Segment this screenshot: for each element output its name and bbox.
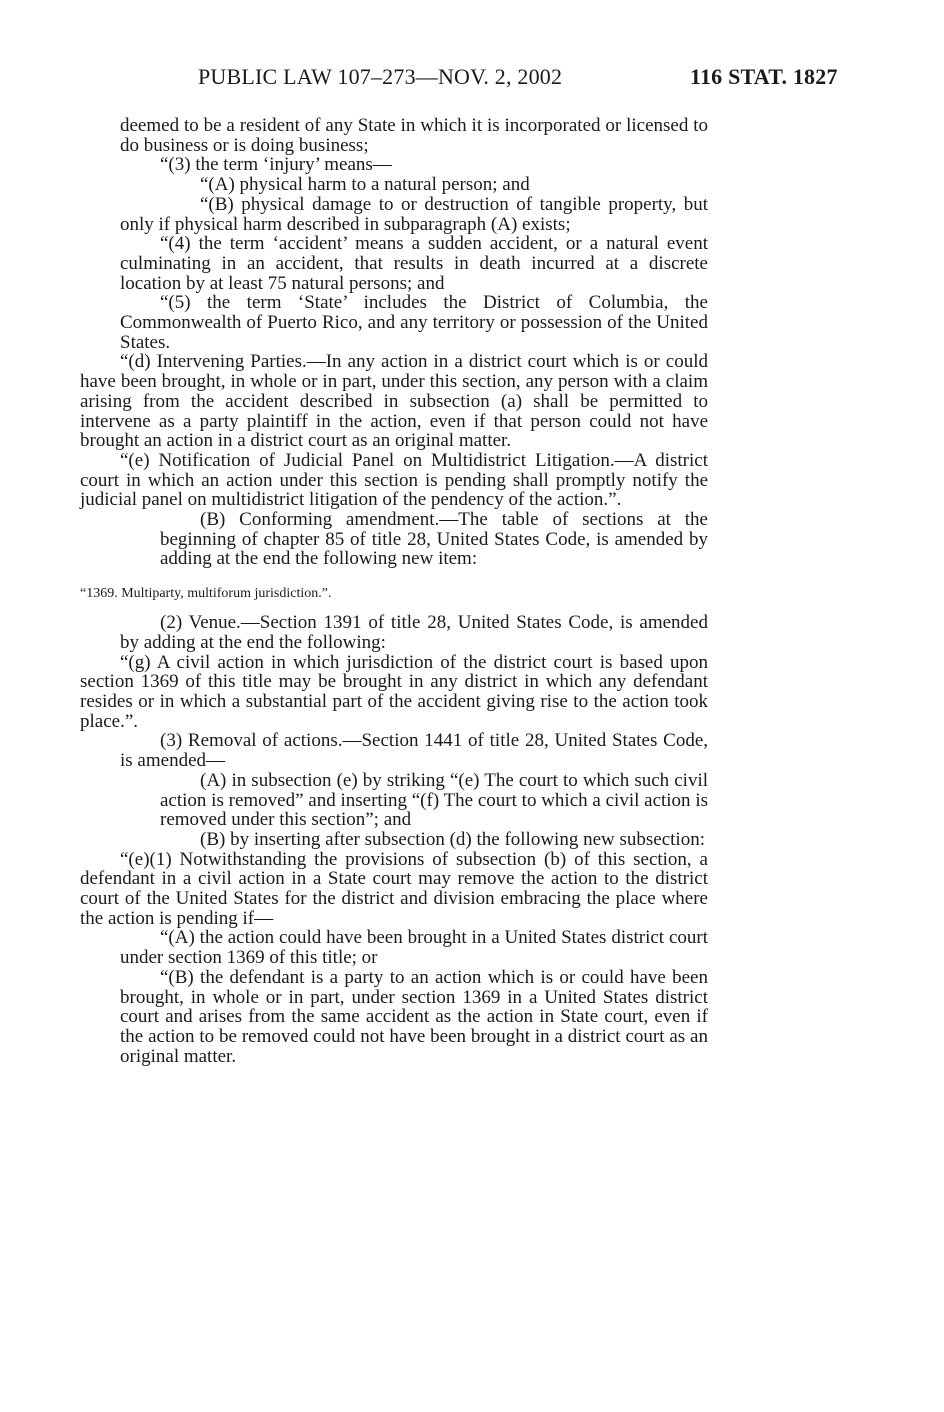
paragraph: (B) by inserting after subsection (d) the following new subsection: xyxy=(200,828,705,850)
paragraph: “(4) the term ‘accident’ means a sudden accident, or a natural event culminating in an accident, that results in death incurred at a discrete location by at least 75 natural persons; and xyxy=(120,233,708,294)
paragraph: “(5) the term ‘State’ includes the District of Columbia, the Commonwealth of Puerto Rico, and any territory or possession of the United States. xyxy=(120,292,708,353)
paragraph: “(B) the defendant is a party to an action which is or could have been brought, in whole or in part, under section 1369 in a United States district court and arises from the same accident as the action in State court, even if the action to be removed could not have been brought in a district court as an original matter. xyxy=(120,966,708,1067)
paragraph: “(B) physical damage to or destruction of tangible property, but only if physical harm described in subparagraph (A) exists; xyxy=(120,193,708,235)
paragraph: “(e)(1) Notwithstanding the provisions of subsection (b) of this section, a defendant in a civil action in a State court may remove the action to the district court of the United States for the district and division embracing the place where the action is pending if— xyxy=(80,848,708,929)
paragraph: deemed to be a resident of any State in which it is incorporated or licensed to do business or is doing business; xyxy=(120,115,708,156)
paragraph: (B) Conforming amendment.—The table of sections at the beginning of chapter 85 of title 28, United States Code, is amended by adding at the end the following new item: xyxy=(160,509,708,570)
paragraph: (A) in subsection (e) by striking “(e) The court to which such civil action is removed” and inserting “(f) The court to which a civil action is removed under this section”; and xyxy=(160,769,708,831)
paragraph: (3) Removal of actions.—Section 1441 of title 28, United States Code, is amended— xyxy=(120,730,708,772)
paragraph: “(g) A civil action in which jurisdiction of the district court is based upon section 1369 of this title may be brought in any district in which any defendant resides or in which a substantial part of the accident giving rise to the action took place.”. xyxy=(80,651,708,732)
paragraph: “(d) Intervening Parties.—In any action in a district court which is or could have been brought, in whole or in part, under this section, any person with a claim arising from the accident described in subsection (a) shall be permitted to intervene as a party plaintiff in the action, even if that person could not have brought an action in a district court as an original matter. xyxy=(80,351,708,452)
table-item: “1369. Multiparty, multiforum jurisdiction.”. xyxy=(80,586,332,602)
paragraph: “(3) the term ‘injury’ means— xyxy=(160,154,392,176)
stat-reference: 116 STAT. 1827 xyxy=(690,64,838,89)
paragraph: “(A) physical harm to a natural person; and xyxy=(200,174,530,196)
paragraph: (2) Venue.—Section 1391 of title 28, United States Code, is amended by adding at the end the following: xyxy=(120,612,708,653)
paragraph: “(A) the action could have been brought in a United States district court under section 1369 of this title; or xyxy=(120,927,708,969)
paragraph: “(e) Notification of Judicial Panel on Multidistrict Litigation.—A district court in which an action under this section is pending shall promptly notify the judicial panel on multidistrict litigation of the pendency of the action.”. xyxy=(80,449,708,511)
page-header xyxy=(0,64,944,94)
law-title: PUBLIC LAW 107–273—NOV. 2, 2002 xyxy=(198,64,563,89)
document-body xyxy=(80,116,708,1066)
